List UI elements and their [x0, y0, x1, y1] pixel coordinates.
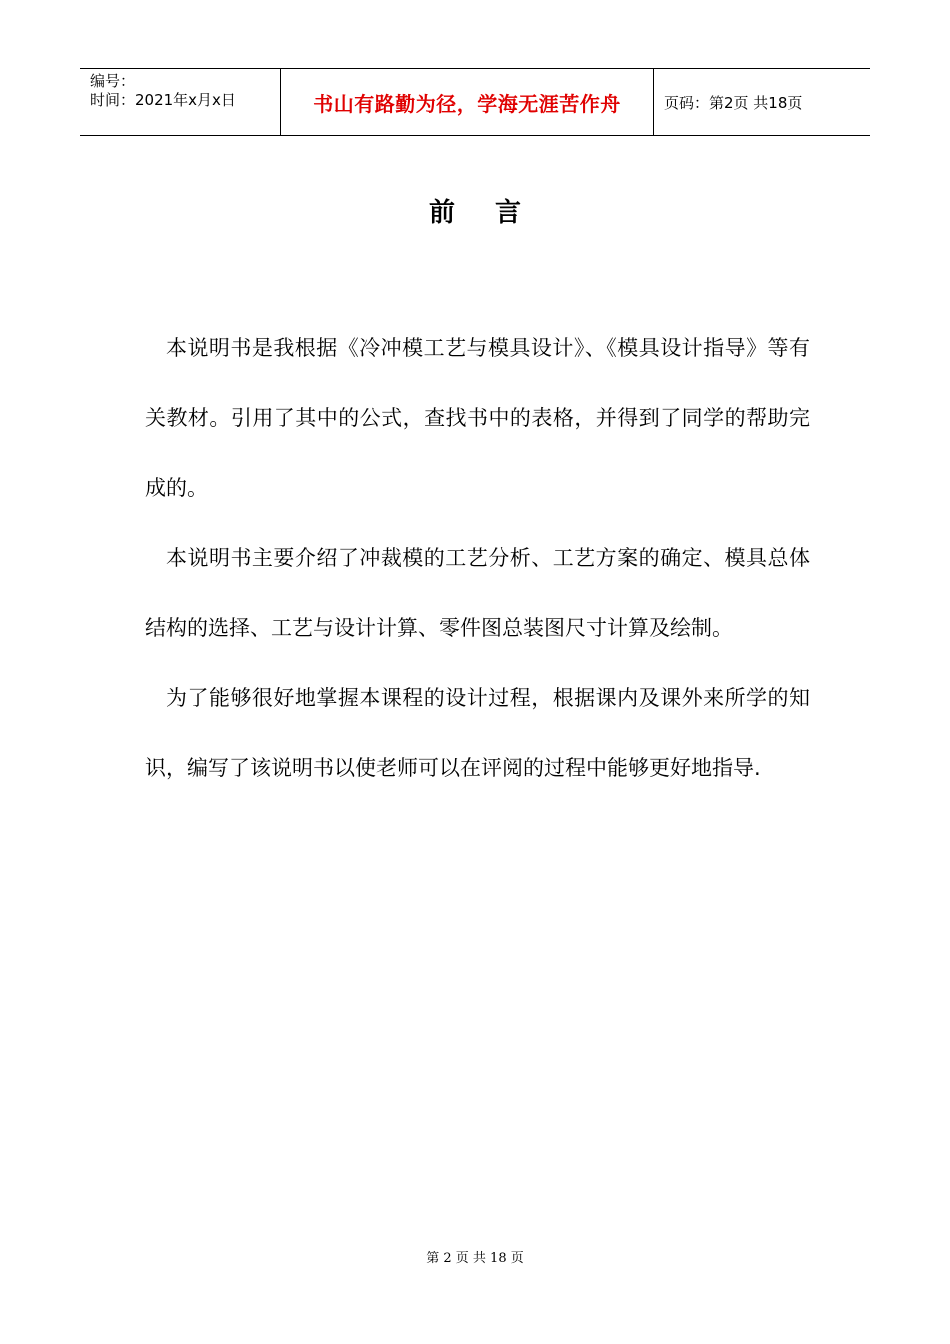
page-title: 前言: [428, 198, 561, 228]
body-text: [145, 313, 810, 803]
document-number-label: 编号：: [90, 72, 136, 90]
header-meta-cell: [80, 69, 281, 135]
paragraph-2: 本说明书主要介绍了冲裁模的工艺分析、工艺方案的确定、模具总体结构的选择、工艺与设计计算、零件图总装图尺寸计算及绘制。: [145, 546, 810, 640]
header-motto: 书山有路勤为径，学海无涯苦作舟: [313, 91, 621, 116]
paragraph-3: 为了能够很好地掌握本课程的设计过程，根据课内及课外来所学的知识，编写了该说明书以使老师可以在评阅的过程中能够更好地指导.: [145, 686, 810, 780]
page-footer: 第 2 页 共 18 页: [426, 1251, 524, 1266]
header-motto-cell: [281, 69, 654, 135]
document-header: [80, 68, 870, 136]
document-date-label: 时间：2021年x月x日: [90, 91, 236, 109]
header-page-info: 页码：第2页 共18页: [664, 93, 803, 112]
paragraph-1: 本说明书是我根据《冷冲模工艺与模具设计》、《模具设计指导》等有关教材。引用了其中的公式，查找书中的表格，并得到了同学的帮助完成的。: [145, 336, 810, 500]
header-page-cell: [654, 69, 870, 135]
